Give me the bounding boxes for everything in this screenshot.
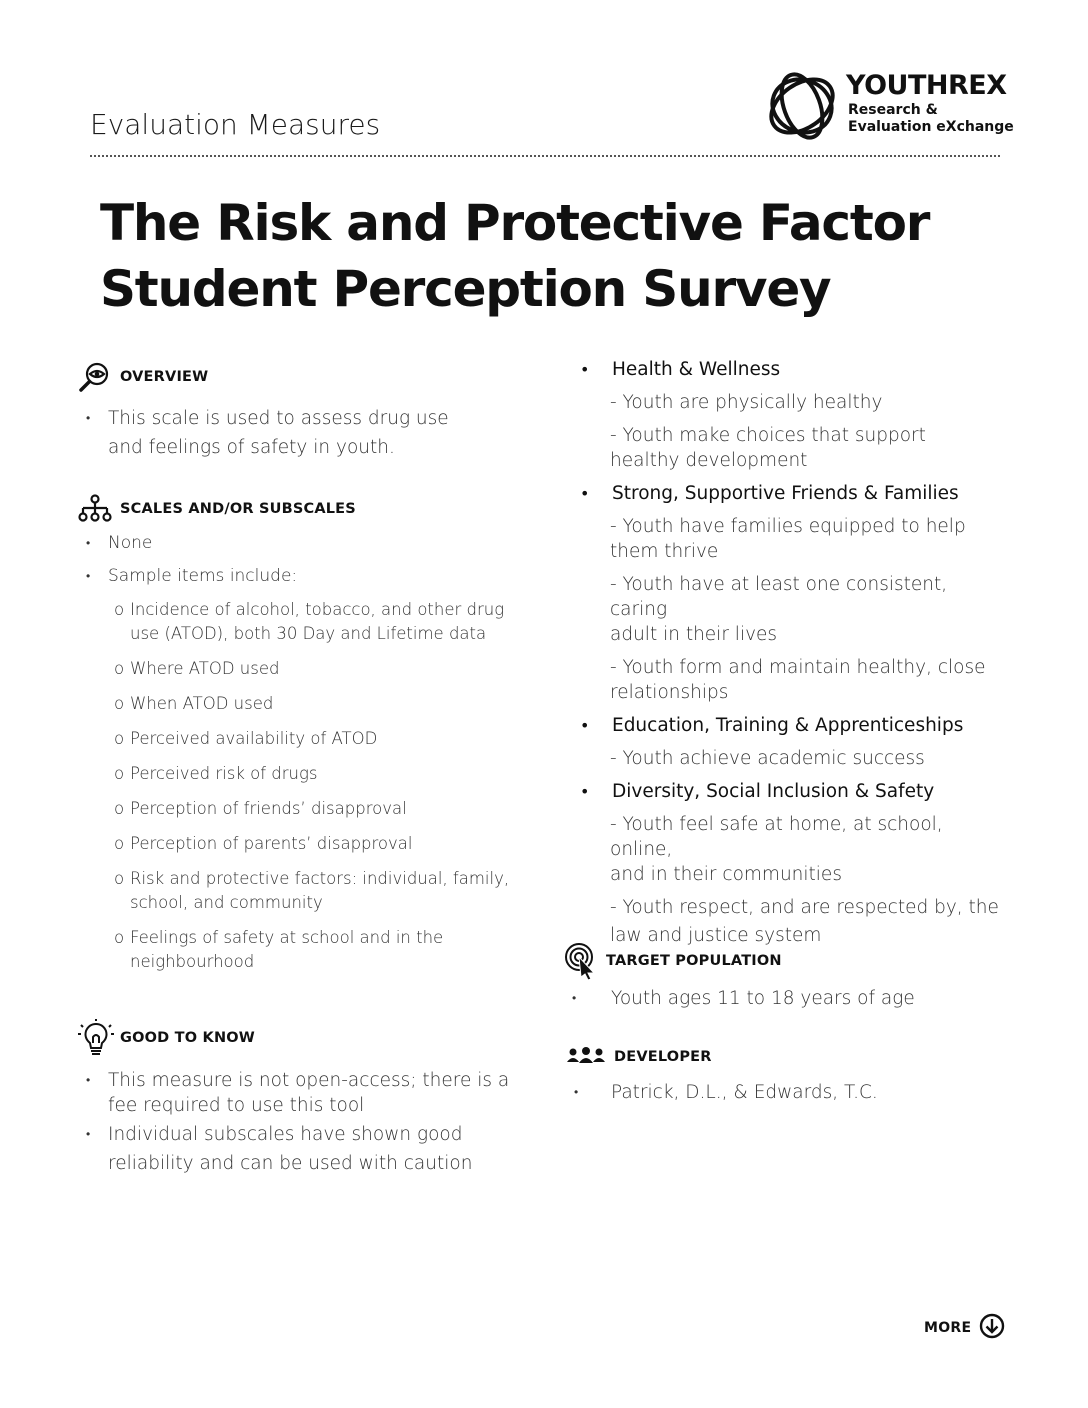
developer-title: DEVELOPER (614, 1049, 712, 1065)
overview-section (78, 360, 508, 462)
domain-item: - Youth form and maintain healthy, close relationships (610, 657, 986, 703)
list-item: • This scale is used to assess drug use and feelings of safety in youth. (78, 404, 468, 462)
youthrex-logo (762, 68, 1014, 144)
scales-title: SCALES AND/OR SUBSCALES (120, 501, 356, 517)
sub-list-item: o Incidence of alcohol, tobacco, and other drug use (ATOD), both 30 Day and Lifetime data (114, 600, 505, 643)
sub-list-item: o Feelings of safety at school and in the neighbourhood (114, 928, 444, 971)
lightbulb-icon (78, 1021, 114, 1055)
sub-list-item: o Perceived availability of ATOD (114, 729, 378, 748)
list-item: • Youth ages 11 to 18 years of age (564, 984, 1004, 1013)
domain-item: - Youth make choices that support healthy development (610, 425, 926, 471)
list-item: • This measure is not open-access; there is a fee required to use this tool (78, 1066, 518, 1120)
list-item: • Patrick, D.L., & Edwards, T.C. (566, 1078, 1006, 1107)
domain-item: - Youth have families equipped to help them thrive (610, 516, 966, 562)
hierarchy-icon (78, 492, 114, 526)
domain-heading: • Education, Training & Apprenticeships (578, 713, 1008, 739)
sub-list-item: o Where ATOD used (114, 659, 280, 678)
people-group-icon (566, 1040, 608, 1074)
outcome-domains (578, 357, 1008, 956)
logo-subtitle: Research & Evaluation eXchange (848, 102, 1014, 135)
domain-heading: • Strong, Supportive Friends & Families (578, 481, 1008, 507)
scales-section (78, 492, 518, 985)
domain-item: - Youth feel safe at home, at school, online, and in their communities (610, 814, 943, 885)
domain-item: - Youth achieve academic success (610, 748, 925, 769)
sub-list-item: o When ATOD used (114, 694, 274, 713)
sub-list-item: o Risk and protective factors: individual, family, school, and community (114, 869, 510, 912)
orbit-logo-icon (762, 68, 842, 144)
sub-list-item: o Perception of friends’ disapproval (114, 799, 407, 818)
good-to-know-section (78, 1018, 518, 1178)
domain-item: - Youth are physically healthy (610, 392, 883, 413)
list-item: • Individual subscales have shown good reliability and can be used with caution (78, 1120, 518, 1178)
target-population-title: TARGET POPULATION (606, 953, 782, 969)
domain-item: - Youth respect, and are respected by, the law and justice system (610, 897, 999, 946)
page-title: The Risk and Protective Factor Student Perception Survey (100, 194, 930, 318)
logo-name: YOUTHREX (846, 70, 1007, 101)
domain-heading: • Health & Wellness (578, 357, 1008, 383)
more-link[interactable] (924, 1313, 1005, 1343)
target-population-section (564, 942, 1004, 1013)
list-item: • Sample items include: (78, 565, 518, 587)
target-cursor-icon (564, 944, 600, 978)
domain-heading: • Diversity, Social Inclusion & Safety (578, 779, 1008, 805)
header-label: Evaluation Measures (90, 108, 381, 141)
sub-list-item: o Perceived risk of drugs (114, 764, 318, 783)
sub-list-item: o Perception of parents’ disapproval (114, 834, 413, 853)
good-to-know-title: GOOD TO KNOW (120, 1030, 255, 1046)
overview-title: OVERVIEW (120, 369, 209, 385)
more-label: MORE (924, 1320, 972, 1336)
arrow-down-circle-icon (979, 1313, 1005, 1343)
dotted-divider (90, 155, 1000, 157)
domain-item: - Youth have at least one consistent, caring adult in their lives (610, 574, 948, 645)
list-item: • None (78, 532, 518, 554)
magnifier-eye-icon (78, 360, 114, 394)
developer-section (566, 1040, 1006, 1107)
